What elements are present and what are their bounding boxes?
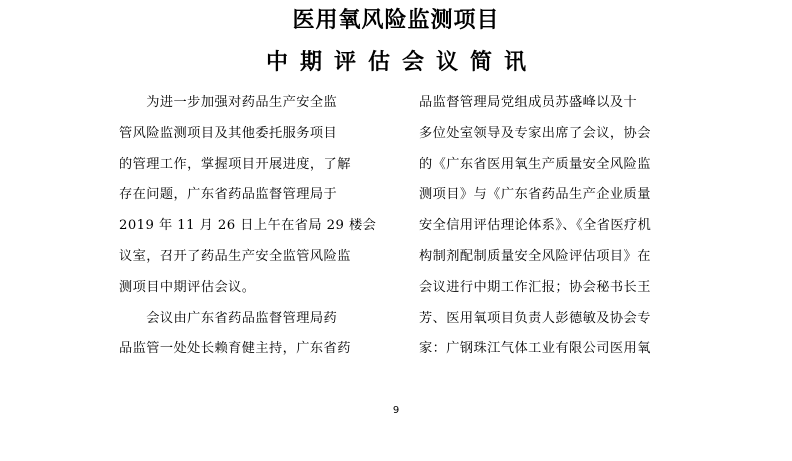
right-column: [419, 88, 699, 365]
text-line: 品监管一处处长赖育健主持，广东省药: [119, 341, 351, 357]
text-line: 家：广钢珠江气体工业有限公司医用氧: [419, 341, 651, 357]
text-line: 2019 年 11 月 26 日上午在省局 29 楼会: [119, 218, 377, 234]
text-line: 会议进行中期工作汇报；协会秘书长王: [419, 279, 651, 295]
page-number: 9: [392, 405, 400, 416]
document-subtitle: 中期评估会议简讯: [265, 50, 538, 75]
text-line: 的管理工作，掌握项目开展进度，了解: [119, 156, 351, 172]
text-line: 的《广东省医用氧生产质量安全风险监: [419, 156, 651, 172]
text-line: 品监督管理局党组成员苏盛峰以及十: [419, 95, 638, 110]
text-line: 构制剂配制质量安全风险评估项目》在: [419, 248, 651, 264]
text-line: 议室，召开了药品生产安全监管风险监: [119, 248, 351, 264]
text-line: 安全信用评估理论体系》、《全省医疗机: [419, 218, 652, 234]
left-column: [119, 88, 399, 365]
text-line: 管风险监测项目及其他委托服务项目: [119, 125, 338, 141]
text-line: 多位处室领导及专家出席了会议，协会: [419, 125, 651, 141]
text-line: 为进一步加强对药品生产安全监: [119, 95, 338, 110]
document-title: 医用氧风险监测项目: [292, 8, 500, 33]
text-line: 存在问题，广东省药品监督管理局于: [119, 187, 338, 203]
text-line: 测项目中期评估会议。: [119, 279, 256, 295]
text-line: 会议由广东省药品监督管理局药: [119, 310, 338, 326]
text-line: 测项目》与《广东省药品生产企业质量: [419, 187, 651, 203]
text-line: 芳、医用氧项目负责人彭德敏及协会专: [419, 310, 651, 326]
